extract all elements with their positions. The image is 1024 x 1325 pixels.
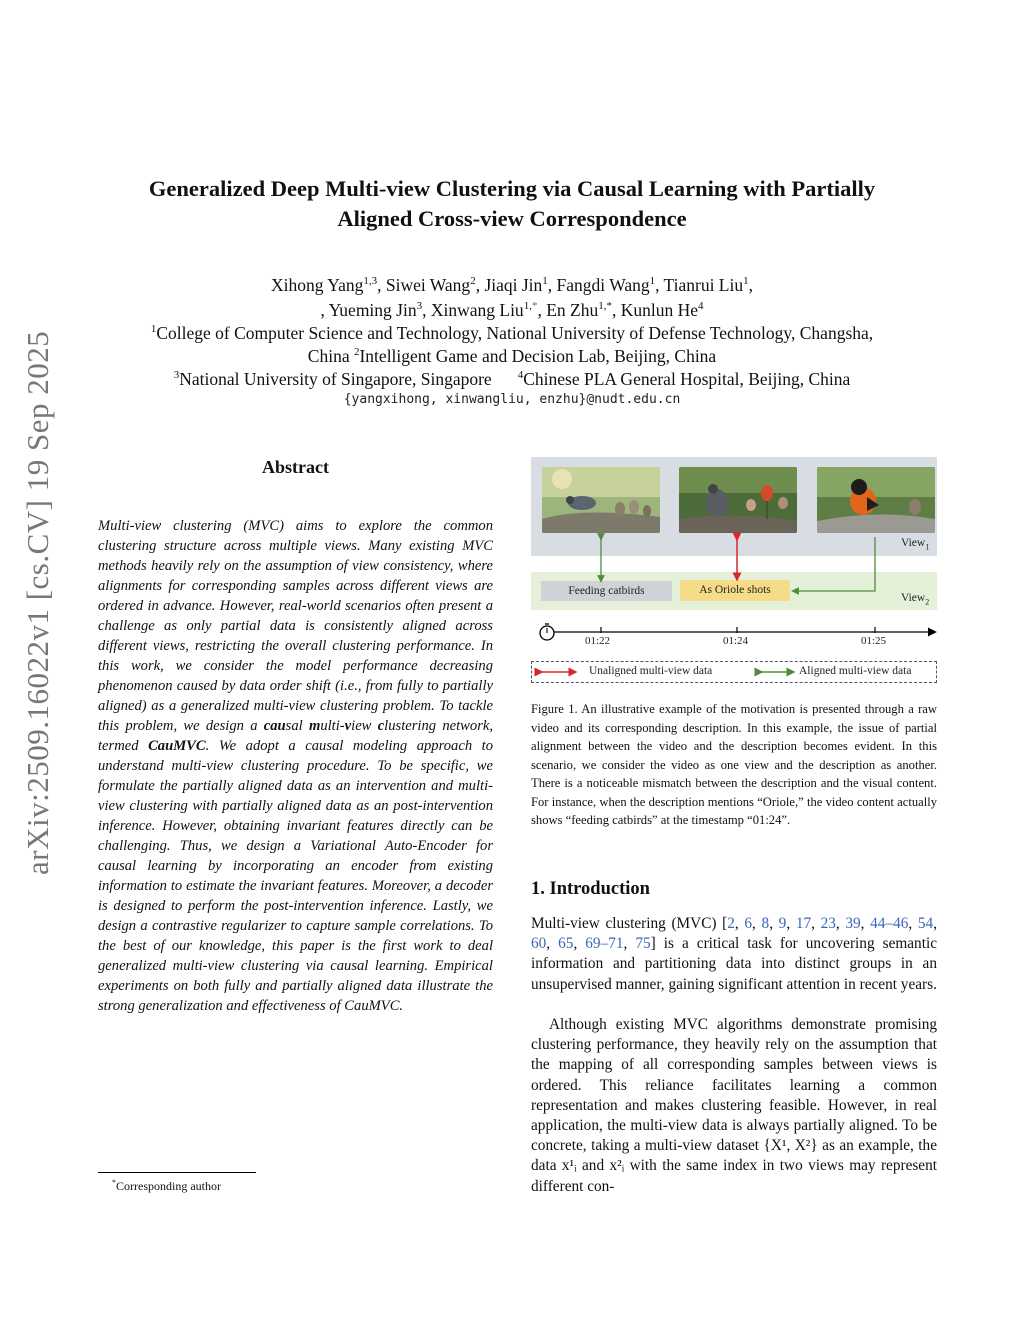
footnote-rule	[98, 1172, 256, 1173]
author-name: , Fangdi Wang	[547, 274, 650, 295]
view-label-sub: 2	[925, 597, 930, 607]
title-line-1: Generalized Deep Multi-view Clustering via Causal Learning with Partially	[148, 176, 876, 201]
citation-link[interactable]: 65	[558, 935, 574, 953]
citation-link[interactable]: 6	[744, 915, 753, 932]
citation-link[interactable]: 9	[778, 915, 787, 932]
citation-link[interactable]: 75	[635, 935, 651, 953]
citation-link[interactable]: 69–71	[585, 935, 624, 953]
figure-1	[531, 457, 937, 687]
footnote-mark: *	[112, 1178, 116, 1187]
aligned-arrow-elbow	[795, 537, 875, 591]
author-sup: 2	[470, 275, 476, 287]
footnote	[112, 1178, 221, 1194]
author-name: , Jiaqi Jin	[475, 274, 543, 295]
corresponding-mark-link[interactable]: *	[531, 300, 538, 312]
view-label-text: View	[901, 537, 926, 549]
abstract-heading: Abstract	[262, 457, 329, 477]
abstract-text-segment: sal	[285, 718, 309, 734]
abstract-text-segment: ulti-	[320, 718, 345, 734]
abstract-body	[98, 516, 493, 1016]
timestamp-2: 01:24	[723, 635, 749, 647]
affiliation-text: Intelligent Game and Decision Lab, Beijing, China	[359, 345, 717, 366]
arxiv-stamp: arXiv:2509.16022v1 [cs.CV] 19 Sep 2025	[20, 330, 55, 875]
author-sup: 1	[649, 275, 656, 287]
author-sup: 1,3	[363, 275, 378, 287]
description-box-feeding-catbirds: Feeding catbirds	[541, 581, 672, 601]
citation-link[interactable]: 54	[917, 915, 934, 932]
author-emails: {yangxihong, xinwangliu, enzhu}@nudt.edu.cn	[343, 392, 681, 407]
figure-caption: Figure 1. An illustrative example of the motivation is presented through a raw video and its corresponding description. In this example, the issue of partial alignment between the video and the description becomes evident. In this scenario, we consider the video as one view and the description as another. There is a noticeable mismatch between the description and the visual content. For instance, when the description mentions “Oriole,” the video content actually shows “feeding catbirds” at the timestamp “01:24”.	[531, 702, 937, 827]
author-name: , Kunlun He	[611, 299, 698, 320]
abstract-bold-segment: v	[344, 718, 352, 734]
timestamp-3: 01:25	[861, 635, 887, 647]
author-separator: ,	[748, 274, 753, 295]
author-sup: 1,*	[598, 300, 612, 312]
author-name: , En Zhu	[537, 299, 599, 320]
stopwatch-icon	[540, 624, 554, 640]
abstract-text-segment: . We adopt a causal modeling approach to understand multi-view clustering procedure. To be specific, we formulate the partially aligned data as an intervention and multi-view clustering with partially aligned data as an post-intervention inference. However, obtaining invariant features directly can be challenging. Thus, we design a Variational Auto-Encoder for causal learning by incorporating an encoder from existing information to estimate the invariant features. Moreover, a decoder is designed to perform the post-intervention inference. Lastly, we design a contrastive regularizer to capture sample correlations. To the best of our knowledge, this paper is the first work to deal generalized multi-view clustering via causal learning. Empirical experiments on both fully and partially aligned data illustrate the strong generalization and effectiveness of CauMVC.	[98, 738, 493, 1014]
affiliation-line-3	[90, 364, 934, 391]
title-line-2: Aligned Cross-view Correspondence	[337, 206, 687, 231]
affiliation-text: Chinese PLA General Hospital, Beijing, China	[523, 368, 851, 389]
abstract-text-segment: Multi-view clustering (MVC) aims to explore the common clustering structure across multiple views. Many existing MVC methods heavily rely on the assumption of view consistency, where alignments for corresponding samples across different views are ordered in advance. However, real-world scenarios often present a challenge as only partial data is consistently aligned across different views, restricting the overall clustering performance. In this work, we consider the model performance decreasing phenomenon caused by data order shift (i.e., from fully to partially aligned) as a generalized multi-view clustering problem. To tackle this problem, we design a	[98, 518, 493, 734]
affiliation-text: National University of Singapore, Singapore	[179, 368, 492, 389]
description-box-oriole-shots: As Oriole shots	[680, 580, 790, 601]
intro-text-segment: Multi-view clustering (MVC) [	[531, 915, 728, 932]
author-name: , Yueming Jin	[320, 299, 417, 320]
affiliation-text: College of Computer Science and Technology, National University of Defense Technology, Changsha,	[156, 322, 874, 343]
author-sup: 1	[743, 275, 749, 287]
abstract-bold-segment: m	[308, 718, 321, 734]
legend-unaligned-label: Unaligned multi-view data	[589, 665, 713, 677]
affiliation-sup: 1	[150, 323, 157, 335]
author-name: , Xinwang Liu	[422, 299, 524, 320]
affiliation-text: China	[307, 345, 354, 366]
author-sup: 1	[542, 275, 548, 287]
affiliation-sup: 4	[517, 369, 524, 381]
figure-arrows-timeline	[531, 457, 937, 687]
intro-text-segment: ] is a critical task for uncovering semantic information and partitioning data into distinct groups in an unsupervised manner, gaining significant attention in recent years.	[531, 935, 937, 993]
author-name: Xihong Yang	[270, 274, 364, 295]
paper-title	[90, 174, 934, 234]
view-label-sub: 1	[925, 542, 930, 552]
author-line-1	[90, 270, 934, 297]
abstract-bold-segment: c	[377, 718, 385, 734]
affiliation-sup: 3	[173, 369, 180, 381]
author-sup	[524, 300, 538, 312]
affiliation-sup: 2	[353, 346, 360, 358]
author-name: , Siwei Wang	[377, 274, 471, 295]
footnote-text: Corresponding author	[116, 1179, 221, 1193]
intro-paragraph-1: Multi-view clustering (MVC) [2, 6, 8, 9, 17, 23, 39, 44–46, 54, 60, 65, 69–71, 75] is a critical task for uncovering semantic information and partitioning data into distinct groups in an unsupervised manner, gaining significant attention in recent years.	[531, 915, 938, 993]
author-sup: 4	[697, 300, 704, 312]
section-heading-introduction: 1. Introduction	[531, 879, 650, 899]
view-label-text: View	[901, 592, 926, 604]
author-name: , Tianrui Liu	[655, 274, 744, 295]
timestamp-1: 01:22	[585, 635, 611, 647]
abstract-text-segment: lustering network, termed	[98, 718, 493, 754]
citation-link[interactable]: 8	[761, 915, 770, 932]
citation-link[interactable]: 23	[820, 915, 836, 932]
author-sup: 3	[416, 300, 423, 312]
intro-paragraph-2	[531, 1015, 937, 1197]
citation-link[interactable]: 2	[727, 915, 735, 932]
abstract-bold-segment: CauMVC	[148, 738, 206, 754]
intro-text-segment: Although existing MVC algorithms demonstrate promising clustering performance, they heavily rely on the assumption that the mapping of all corresponding samples between views is ordered. This reliance facilitates learning a common representation and makes clustering feasible. However, in real application, the multi-view data is always partially aligned. To be concrete, taking a multi-view dataset {X¹, X²} as an example, the data x¹ᵢ and x²ᵢ with the same index in two views may represent different con-	[531, 1016, 937, 1195]
author-sup-num: 1,	[523, 300, 532, 312]
legend-aligned-label: Aligned multi-view data	[799, 665, 912, 677]
citation-link[interactable]: 60	[531, 935, 547, 953]
abstract-text-segment: iew	[351, 718, 378, 734]
citation-link[interactable]: 17	[795, 915, 812, 932]
abstract-bold-segment: cau	[263, 718, 286, 734]
citation-link[interactable]: 39	[845, 915, 861, 932]
citation-link[interactable]: 44–46	[870, 915, 909, 932]
